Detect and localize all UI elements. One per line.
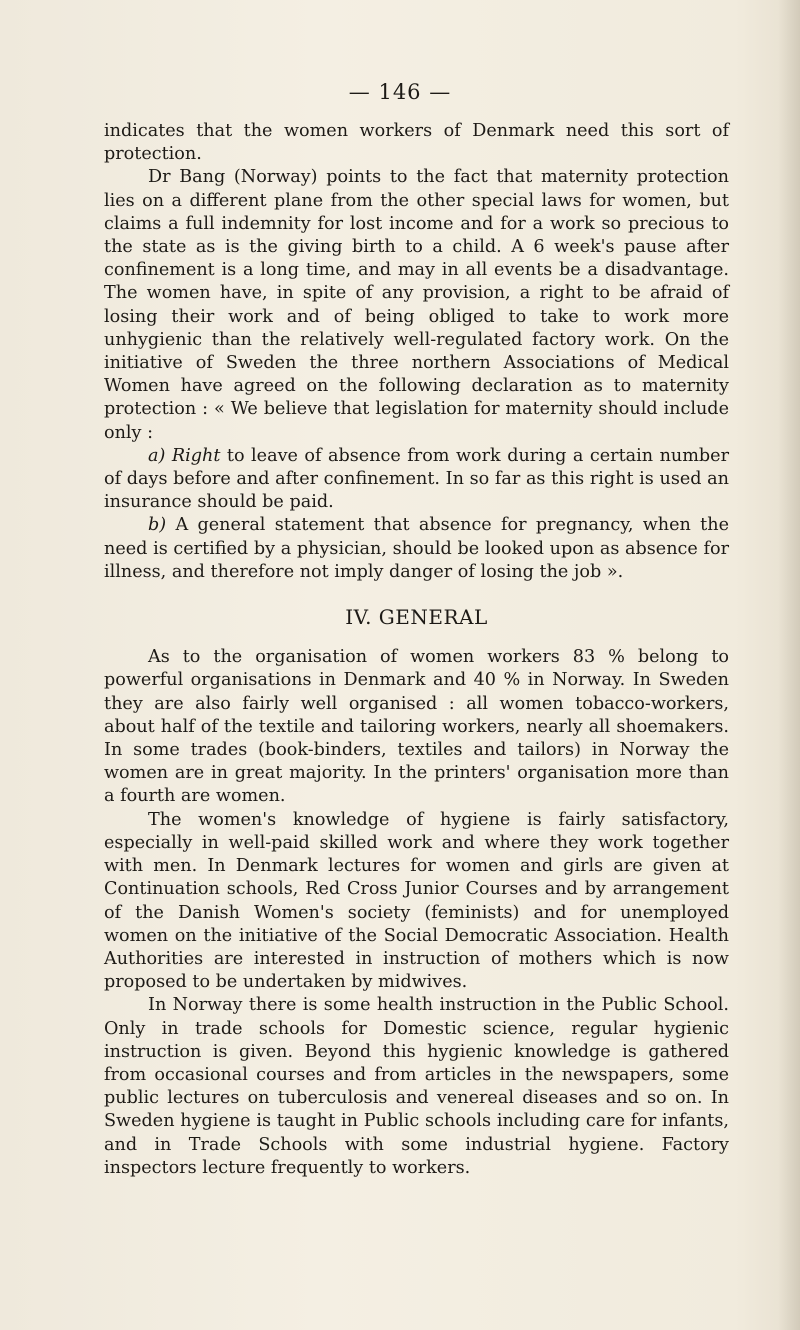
item-a-text: to leave of absence from work during a certain number of days before and after confinement. In so far as this right is used an insurance should be paid. [104, 445, 730, 513]
paragraph-organisation: As to the organisation of women workers 83 % belong to powerful organisations in Denmark and 40 % in Norway. In Sweden they are also fairly well organised : all women tobacco-workers, about half of the textile and tailoring workers, nearly all shoemakers. In some trades (book-binders, textiles and tailors) in Norway the women are in great majority. In the printers' organisation more than a fourth are women. [104, 647, 729, 807]
body-text [104, 120, 729, 1180]
paragraph-norway-sweden: In Norway there is some health instruction in the Public School. Only in trade schools for Domestic science, regular hygienic instruction is given. Beyond this hygienic knowledge is gathered from occasional courses and from articles in the newspapers, some public lectures on tuberculosis and venereal diseases and so on. In Sweden hygiene is taught in Public schools including care for infants, and in Trade Schools with some industrial hygiene. Factory inspectors lecture frequently to workers. [104, 995, 729, 1178]
list-item-b [104, 514, 729, 584]
item-a-emphasis: Right [171, 445, 221, 466]
page-edge-shadow [778, 0, 800, 1330]
item-b-text: A general statement that absence for pregnancy, when the need is certified by a physician, should be looked upon as absence for illness, and therefore not imply danger of losing the job ». [104, 515, 729, 582]
paragraph-dr-bang: Dr Bang (Norway) points to the fact that maternity protection lies on a different plane from the other special laws for women, but claims a full indemnity for lost income and for a work so precious to the state as is the giving birth to a child. A 6 week's pause after confinement is a long time, and may in all events be a disadvantage. The women have, in spite of any provision, a right to be afraid of losing their work and of being obliged to take to work more unhygienic than the relatively well-regulated factory work. On the initiative of Sweden the three northern Associations of Medical Women have agreed on the following declaration as to maternity protection : « We believe that legislation for maternity should include only : [104, 167, 729, 443]
item-b-marker: b) [148, 515, 167, 536]
paragraph-continuation: indicates that the women workers of Denmark need this sort of protection. [104, 121, 729, 165]
page-number: — 146 — [348, 80, 452, 104]
paragraph-hygiene-knowledge: The women's knowledge of hygiene is fairly satisfactory, especially in well-paid skilled work and where they work together with men. In Denmark lectures for women and girls are given at Continuation schools, Red Cross Junior Courses and by arrangement of the Danish Women's society (feminists) and for unemployed women on the initiative of the Social Democratic Association. Health Authorities are interested in instruction of mothers which is now proposed to be undertaken by midwives. [104, 809, 729, 993]
item-a-marker: a) [148, 445, 166, 466]
section-heading: IV. GENERAL [345, 605, 488, 630]
list-item-a [104, 445, 729, 515]
